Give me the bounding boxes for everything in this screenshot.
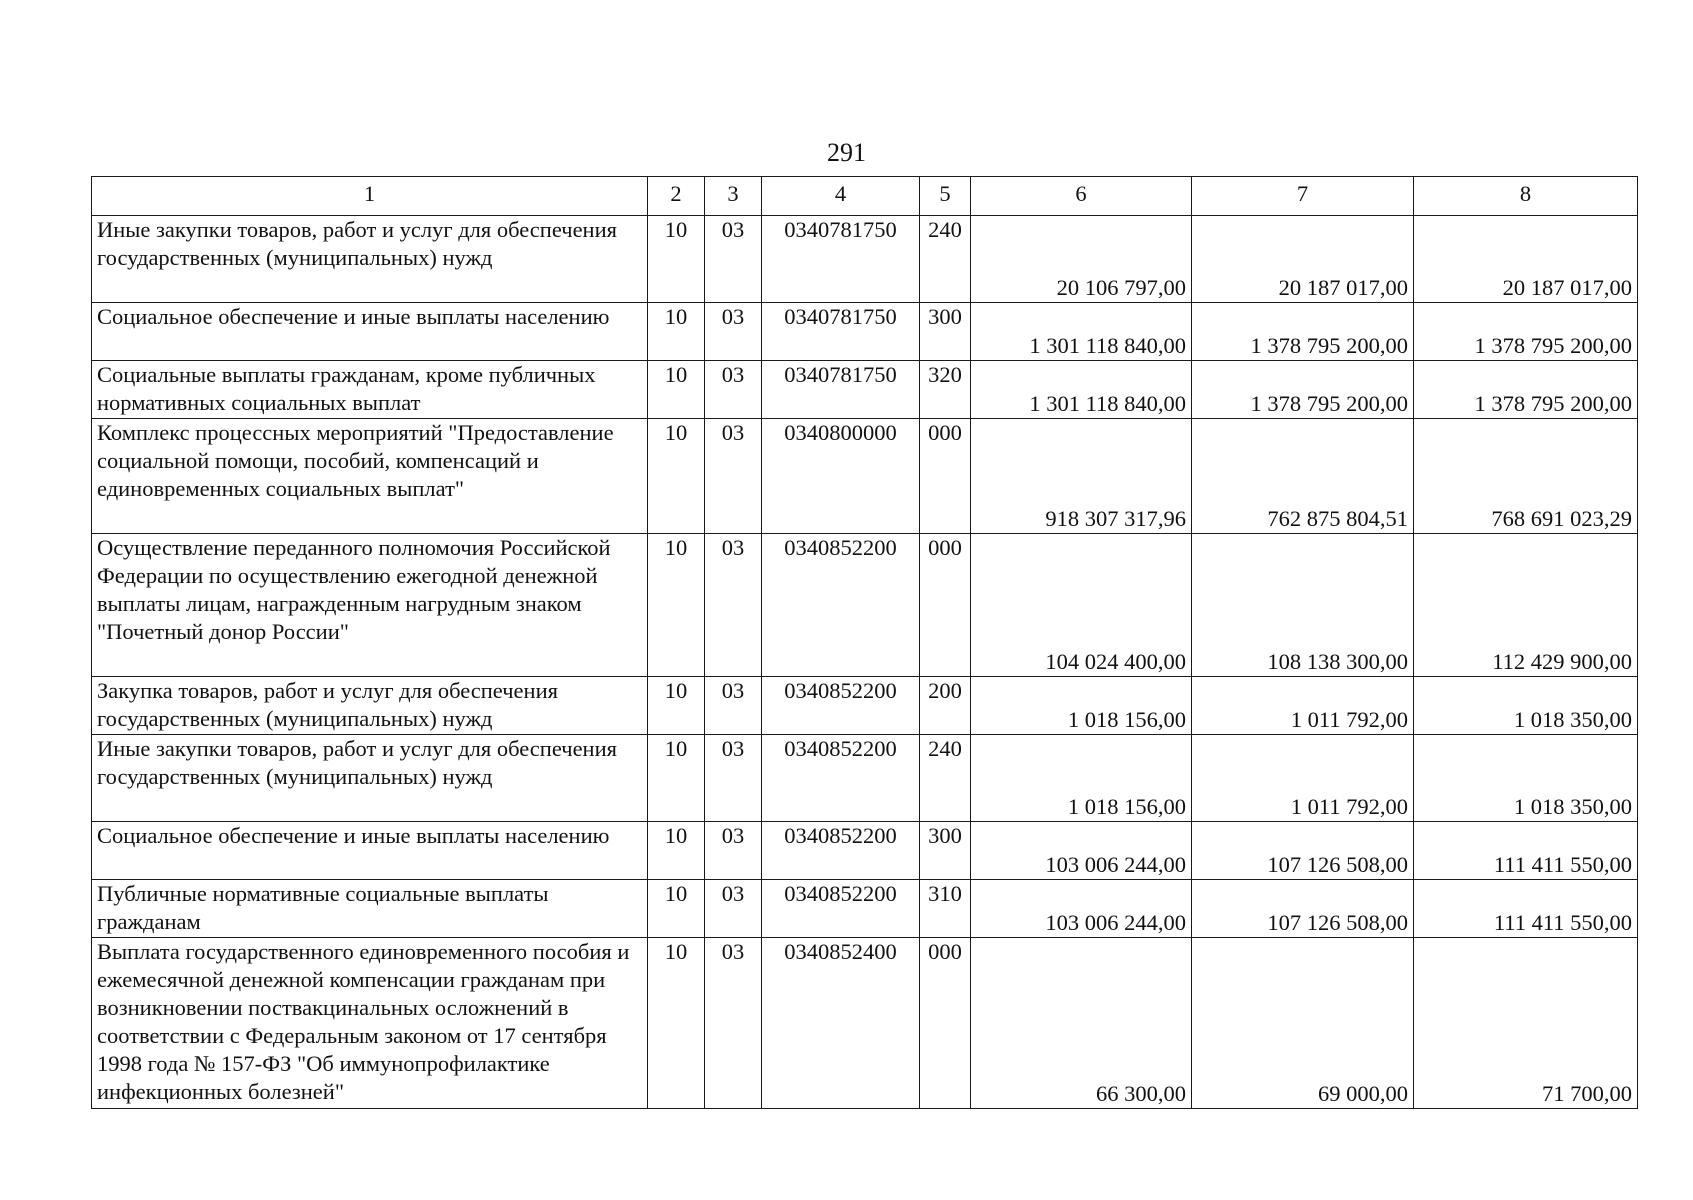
table-row [92, 361, 1638, 419]
table-row [92, 534, 1638, 677]
target-article-code: 0340852200 [762, 677, 920, 735]
page-number: 291 [827, 138, 866, 167]
section-code: 10 [648, 419, 705, 534]
table-row [92, 677, 1638, 735]
column-number: 6 [971, 177, 1192, 216]
budget-table [91, 176, 1638, 1109]
amount-col-7: 69 000,00 [1192, 938, 1414, 1109]
target-article-code: 0340852200 [762, 822, 920, 880]
expense-type-code: 320 [920, 361, 971, 419]
amount-col-7: 107 126 508,00 [1192, 880, 1414, 938]
amount-col-7: 762 875 804,51 [1192, 419, 1414, 534]
subsection-code: 03 [705, 735, 762, 822]
amount-col-7: 20 187 017,00 [1192, 216, 1414, 303]
table-row [92, 938, 1638, 1109]
item-name: Социальное обеспечение и иные выплаты населению [92, 822, 648, 880]
section-code: 10 [648, 303, 705, 361]
expense-type-code: 200 [920, 677, 971, 735]
subsection-code: 03 [705, 303, 762, 361]
subsection-code: 03 [705, 938, 762, 1109]
amount-col-7: 1 011 792,00 [1192, 677, 1414, 735]
amount-col-8: 71 700,00 [1414, 938, 1638, 1109]
table-row [92, 822, 1638, 880]
item-name: Иные закупки товаров, работ и услуг для обеспечения государственных (муниципальных) нужд [92, 735, 648, 822]
subsection-code: 03 [705, 880, 762, 938]
target-article-code: 0340852200 [762, 880, 920, 938]
section-code: 10 [648, 822, 705, 880]
amount-col-6: 1 301 118 840,00 [971, 303, 1192, 361]
amount-col-6: 20 106 797,00 [971, 216, 1192, 303]
item-name: Публичные нормативные социальные выплаты гражданам [92, 880, 648, 938]
item-name: Социальные выплаты гражданам, кроме публичных нормативных социальных выплат [92, 361, 648, 419]
amount-col-8: 111 411 550,00 [1414, 822, 1638, 880]
target-article-code: 0340852200 [762, 735, 920, 822]
target-article-code: 0340852400 [762, 938, 920, 1109]
column-number: 8 [1414, 177, 1638, 216]
column-number: 5 [920, 177, 971, 216]
subsection-code: 03 [705, 534, 762, 677]
target-article-code: 0340800000 [762, 419, 920, 534]
amount-col-6: 103 006 244,00 [971, 880, 1192, 938]
expense-type-code: 300 [920, 303, 971, 361]
subsection-code: 03 [705, 216, 762, 303]
section-code: 10 [648, 361, 705, 419]
expense-type-code: 300 [920, 822, 971, 880]
expense-type-code: 240 [920, 735, 971, 822]
amount-col-6: 103 006 244,00 [971, 822, 1192, 880]
amount-col-6: 1 018 156,00 [971, 677, 1192, 735]
amount-col-6: 1 301 118 840,00 [971, 361, 1192, 419]
section-code: 10 [648, 880, 705, 938]
amount-col-6: 918 307 317,96 [971, 419, 1192, 534]
section-code: 10 [648, 735, 705, 822]
subsection-code: 03 [705, 361, 762, 419]
amount-col-7: 1 378 795 200,00 [1192, 361, 1414, 419]
amount-col-8: 112 429 900,00 [1414, 534, 1638, 677]
amount-col-8: 20 187 017,00 [1414, 216, 1638, 303]
target-article-code: 0340781750 [762, 216, 920, 303]
expense-type-code: 000 [920, 938, 971, 1109]
table-row [92, 880, 1638, 938]
amount-col-8: 1 378 795 200,00 [1414, 303, 1638, 361]
amount-col-7: 108 138 300,00 [1192, 534, 1414, 677]
item-name: Иные закупки товаров, работ и услуг для обеспечения государственных (муниципальных) нужд [92, 216, 648, 303]
table-row [92, 419, 1638, 534]
amount-col-8: 768 691 023,29 [1414, 419, 1638, 534]
amount-col-6: 1 018 156,00 [971, 735, 1192, 822]
amount-col-7: 1 378 795 200,00 [1192, 303, 1414, 361]
target-article-code: 0340852200 [762, 534, 920, 677]
expense-type-code: 240 [920, 216, 971, 303]
column-number: 4 [762, 177, 920, 216]
section-code: 10 [648, 938, 705, 1109]
section-code: 10 [648, 677, 705, 735]
column-number: 1 [92, 177, 648, 216]
target-article-code: 0340781750 [762, 303, 920, 361]
subsection-code: 03 [705, 419, 762, 534]
column-number: 2 [648, 177, 705, 216]
table-row [92, 216, 1638, 303]
column-number: 7 [1192, 177, 1414, 216]
item-name: Социальное обеспечение и иные выплаты населению [92, 303, 648, 361]
expense-type-code: 000 [920, 419, 971, 534]
expense-type-code: 000 [920, 534, 971, 677]
subsection-code: 03 [705, 822, 762, 880]
section-code: 10 [648, 534, 705, 677]
amount-col-6: 104 024 400,00 [971, 534, 1192, 677]
column-number: 3 [705, 177, 762, 216]
amount-col-7: 107 126 508,00 [1192, 822, 1414, 880]
amount-col-8: 1 378 795 200,00 [1414, 361, 1638, 419]
column-number-row [92, 177, 1638, 216]
subsection-code: 03 [705, 677, 762, 735]
expense-type-code: 310 [920, 880, 971, 938]
item-name: Осуществление переданного полномочия Российской Федерации по осуществлению ежегодной денежной выплаты лицам, награжденным нагрудным знаком "Почетный донор России" [92, 534, 648, 677]
amount-col-8: 1 018 350,00 [1414, 735, 1638, 822]
amount-col-8: 1 018 350,00 [1414, 677, 1638, 735]
table-row [92, 735, 1638, 822]
amount-col-7: 1 011 792,00 [1192, 735, 1414, 822]
item-name: Закупка товаров, работ и услуг для обеспечения государственных (муниципальных) нужд [92, 677, 648, 735]
target-article-code: 0340781750 [762, 361, 920, 419]
section-code: 10 [648, 216, 705, 303]
item-name: Выплата государственного единовременного пособия и ежемесячной денежной компенсации гражданам при возникновении поствакцинальных осложнений в соответствии с Федеральным законом от 17 сентября 1998 года № 157-ФЗ "Об иммунопрофилактике инфекционных болезней" [92, 938, 648, 1109]
amount-col-8: 111 411 550,00 [1414, 880, 1638, 938]
item-name: Комплекс процессных мероприятий "Предоставление социальной помощи, пособий, компенсаций и единовременных социальных выплат" [92, 419, 648, 534]
table-row [92, 303, 1638, 361]
amount-col-6: 66 300,00 [971, 938, 1192, 1109]
